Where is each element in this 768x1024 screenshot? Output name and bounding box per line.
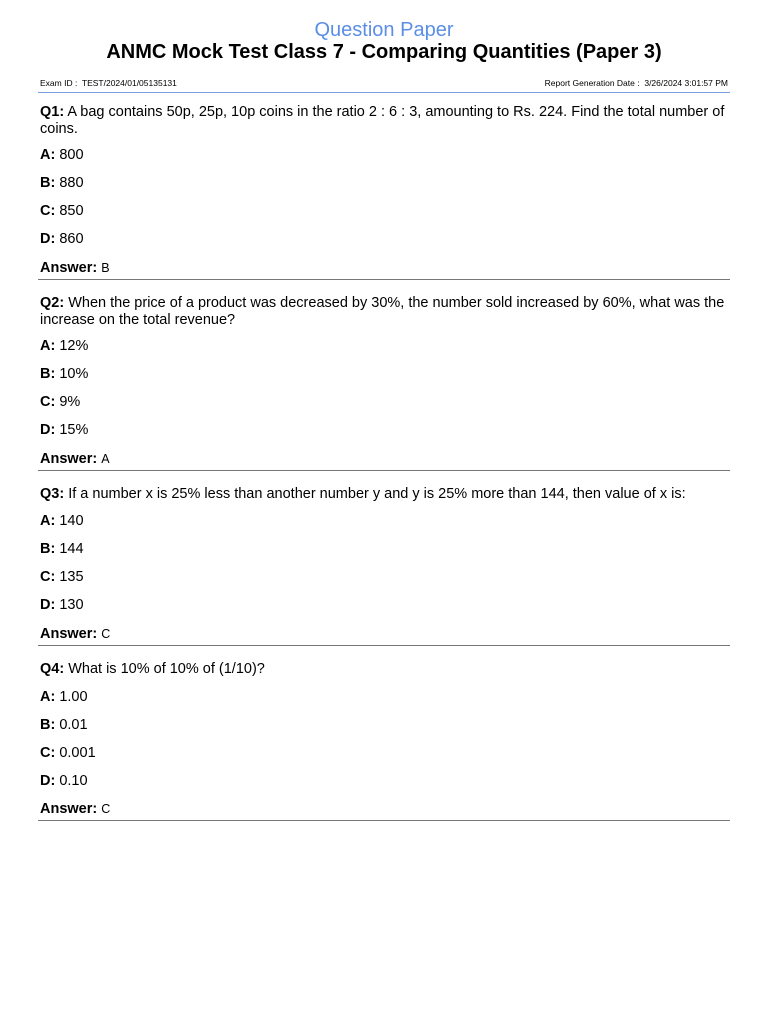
answer-line (40, 801, 110, 818)
answer-line (40, 626, 110, 643)
option-c (40, 569, 84, 586)
option-key: B: (40, 541, 56, 557)
option-a (40, 147, 84, 164)
option-value: 880 (59, 175, 84, 191)
option-key: B: (40, 717, 56, 733)
report-date-label: Report Generation Date : (544, 78, 640, 88)
answer-label: Answer: (40, 451, 98, 467)
exam-id-value: TEST/2024/01/05135131 (81, 78, 177, 88)
answer-label: Answer: (40, 626, 98, 642)
option-d (40, 231, 84, 248)
option-a (40, 338, 88, 355)
question-divider (38, 279, 730, 280)
report-date (545, 77, 728, 89)
answer-line (40, 451, 110, 468)
question-body: When the price of a product was decreased by 30%, the number sold increased by 60%, what was the increase on the total revenue? (40, 295, 725, 328)
question-divider (38, 470, 730, 471)
answer-value: C (101, 802, 111, 816)
option-value: 860 (59, 231, 84, 247)
option-b (40, 717, 88, 734)
option-d (40, 773, 88, 790)
option-value: 15% (59, 422, 89, 438)
question-text (40, 486, 730, 503)
option-a (40, 689, 88, 706)
option-b (40, 175, 84, 192)
option-value: 0.001 (59, 745, 96, 761)
answer-label: Answer: (40, 801, 98, 817)
question-body: If a number x is 25% less than another number y and y is 25% more than 144, then value of x is: (68, 486, 686, 502)
question-divider (38, 645, 730, 646)
question-text (40, 661, 730, 678)
option-key: D: (40, 597, 56, 613)
option-b (40, 541, 84, 558)
doc-title: ANMC Mock Test Class 7 - Comparing Quantities (Paper 3) (106, 41, 662, 63)
option-key: D: (40, 231, 56, 247)
option-value: 135 (59, 569, 84, 585)
option-key: A: (40, 689, 56, 705)
question-label: Q3: (40, 486, 65, 502)
option-key: A: (40, 513, 56, 529)
meta-row (38, 77, 730, 91)
option-c (40, 203, 84, 220)
question-text (40, 295, 730, 329)
question-text (40, 104, 730, 138)
option-value: 140 (59, 513, 84, 529)
header-divider (38, 92, 730, 93)
option-value: 1.00 (59, 689, 88, 705)
option-a (40, 513, 84, 530)
question-label: Q4: (40, 661, 65, 677)
option-d (40, 422, 88, 439)
question-body: A bag contains 50p, 25p, 10p coins in the ratio 2 : 6 : 3, amounting to Rs. 224. Find the total number of coins. (40, 104, 725, 137)
answer-value: B (101, 261, 110, 275)
answer-value: C (101, 627, 111, 641)
answer-value: A (101, 452, 110, 466)
option-value: 0.01 (59, 717, 88, 733)
exam-id-label: Exam ID : (40, 78, 78, 88)
option-key: C: (40, 569, 56, 585)
option-c (40, 745, 96, 762)
option-value: 130 (59, 597, 84, 613)
option-key: A: (40, 147, 56, 163)
option-value: 10% (59, 366, 89, 382)
option-key: D: (40, 773, 56, 789)
option-value: 12% (59, 338, 89, 354)
option-key: C: (40, 394, 56, 410)
question-label: Q2: (40, 295, 65, 311)
option-b (40, 366, 88, 383)
answer-label: Answer: (40, 260, 98, 276)
option-key: C: (40, 203, 56, 219)
option-value: 0.10 (59, 773, 88, 789)
option-c (40, 394, 80, 411)
option-d (40, 597, 84, 614)
option-key: D: (40, 422, 56, 438)
exam-id (40, 77, 177, 89)
option-value: 800 (59, 147, 84, 163)
question-body: What is 10% of 10% of (1/10)? (68, 661, 265, 677)
option-value: 9% (59, 394, 81, 410)
question-label: Q1: (40, 104, 65, 120)
option-key: B: (40, 366, 56, 382)
report-date-value: 3/26/2024 3:01:57 PM (644, 78, 728, 88)
option-key: A: (40, 338, 56, 354)
answer-line (40, 260, 110, 277)
option-key: B: (40, 175, 56, 191)
option-value: 144 (59, 541, 84, 557)
option-value: 850 (59, 203, 84, 219)
option-key: C: (40, 745, 56, 761)
question-divider (38, 820, 730, 821)
doc-kicker: Question Paper (314, 19, 454, 41)
